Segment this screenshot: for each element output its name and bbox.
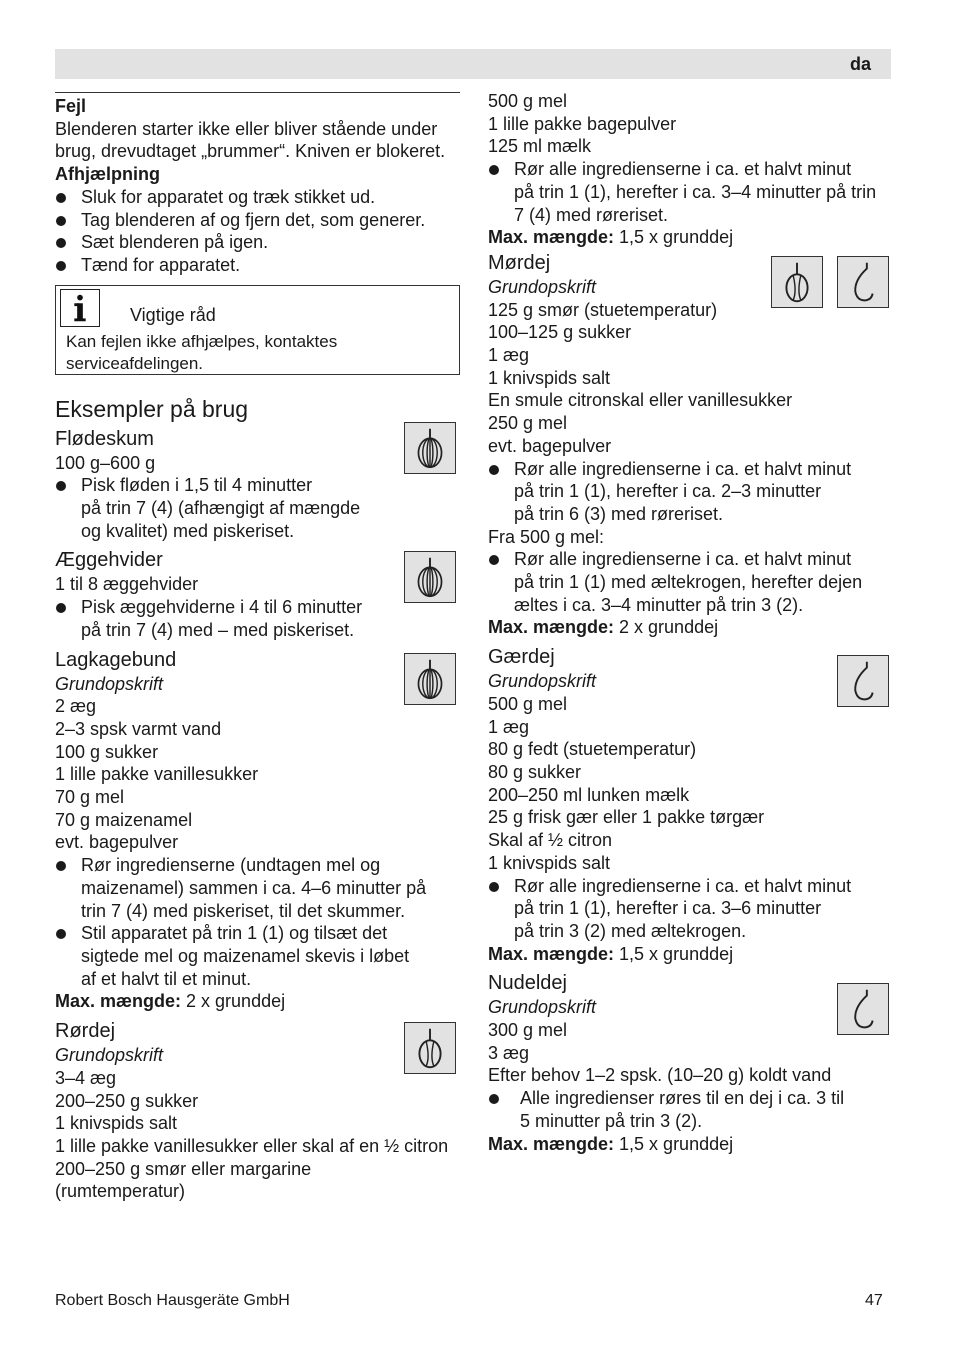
info-text-line: Kan fejlen ikke afhjælpes, kontaktes xyxy=(66,331,338,351)
recipe-nudeldej xyxy=(488,971,893,1155)
ingredient: 1 knivspids salt xyxy=(488,852,611,873)
step-line: på trin 3 (2) med æltekrogen. xyxy=(514,920,747,941)
recipe-rordej xyxy=(55,1019,460,1203)
max-label: Max. mængde: xyxy=(488,617,615,638)
step-line: Rør ingredienserne (undtagen mel og xyxy=(81,855,381,876)
footer-company: Robert Bosch Hausgeräte GmbH xyxy=(55,1292,290,1309)
step-line: Rør alle ingredienserne i ca. et halvt minut xyxy=(514,875,852,896)
header-bar xyxy=(55,49,891,79)
beater-icon xyxy=(771,256,823,308)
recipe-step xyxy=(55,596,460,641)
step-line: på trin 1 (1), herefter i ca. 2–3 minutter xyxy=(514,481,822,502)
step-line: Alle ingredienser røres til en dej i ca. 3 til xyxy=(520,1088,845,1109)
step-line: på trin 6 (3) med røreriset. xyxy=(514,503,724,524)
step-line: 7 (4) med røreriset. xyxy=(514,204,669,225)
ingredient: 3–4 æg xyxy=(55,1067,117,1088)
recipe-aeggehvider xyxy=(55,548,460,641)
ingredient: 1 lille pakke vanillesukker xyxy=(55,764,259,785)
step-line: Pisk æggehviderne i 4 til 6 minutter xyxy=(81,597,363,618)
ingredient: En smule citronskal eller vanillesukker xyxy=(488,390,793,411)
ingredient: 80 g sukker xyxy=(488,761,582,782)
dough-hook-icon xyxy=(837,983,889,1035)
ingredient: 200–250 ml lunken mælk xyxy=(488,784,690,805)
recipe-step xyxy=(55,474,460,542)
recipe-subtitle: Grundopskrift xyxy=(488,276,597,297)
recipe-title: Rørdej xyxy=(55,1020,116,1043)
ingredient: 200–250 g sukker xyxy=(55,1090,199,1111)
dough-hook-icon xyxy=(837,256,889,308)
info-text-line: serviceafdelingen. xyxy=(66,353,204,373)
recipe-title: Flødeskum xyxy=(55,427,154,450)
recipe-mordej xyxy=(488,251,893,639)
max-value: 1,5 x grunddej xyxy=(614,943,734,964)
recipe-title: Nudeldej xyxy=(488,972,567,995)
step-line: maizenamel) sammen i ca. 4–6 minutter på xyxy=(81,877,427,898)
ingredient: 70 g mel xyxy=(55,787,125,808)
recipe-step xyxy=(55,854,460,922)
ingredient: 2–3 spsk varmt vand xyxy=(55,718,222,739)
max-amount xyxy=(488,616,893,639)
ingredient: 250 g mel xyxy=(488,413,568,434)
max-amount xyxy=(488,943,893,966)
ingredient: 300 g mel xyxy=(488,1020,568,1041)
whisk-icon xyxy=(404,422,456,474)
recipe-title: Gærdej xyxy=(488,646,555,669)
left-column xyxy=(55,90,460,1203)
step-line: sigtede mel og maizenamel skevis i løbet xyxy=(81,945,410,966)
ingredient: 1 æg xyxy=(488,716,530,737)
fault-title: Fejl xyxy=(55,96,87,116)
recipe-step xyxy=(55,922,460,990)
right-column xyxy=(488,90,893,1155)
max-label: Max. mængde: xyxy=(488,943,615,964)
recipe-title: Lagkagebund xyxy=(55,648,177,671)
ingredient: (rumtemperatur) xyxy=(55,1181,186,1202)
language-code: da xyxy=(849,54,871,74)
max-amount xyxy=(488,1133,893,1156)
recipe-step xyxy=(488,458,893,526)
fault-text: brug, drevudtaget „brummer“. Kniven er blokeret. xyxy=(55,141,446,162)
max-value: 2 x grunddej xyxy=(181,991,286,1012)
step-line: Rør alle ingredienserne i ca. et halvt minut xyxy=(514,159,852,180)
step-line: på trin 7 (4) med – med piskeriset. xyxy=(81,619,355,640)
step-line: Rør alle ingredienserne i ca. et halvt minut xyxy=(514,458,852,479)
ingredient: 3 æg xyxy=(488,1042,530,1063)
ingredient: 100–125 g sukker xyxy=(488,322,632,343)
ingredient: 80 g fedt (stuetemperatur) xyxy=(488,739,697,760)
ingredient: 200–250 g smør eller margarine xyxy=(55,1158,312,1179)
recipe-amount: 1 til 8 æggehvider xyxy=(55,574,199,595)
max-label: Max. mængde: xyxy=(488,1133,615,1154)
ingredient: 1 lille pakke bagepulver xyxy=(488,113,677,134)
remedy-step: Sluk for apparatet og træk stikket ud. xyxy=(55,186,460,209)
recipe-step xyxy=(488,548,893,616)
step-line: æltes i ca. 3–4 minutter på trin 3 (2). xyxy=(514,594,804,615)
step-line: af et halvt til et minut. xyxy=(81,968,252,989)
ingredient: 500 g mel xyxy=(488,91,568,111)
max-amount xyxy=(488,226,893,249)
ingredient: 1 lille pakke vanillesukker eller skal af en ½ citron xyxy=(55,1135,449,1156)
recipe-step xyxy=(488,1087,893,1132)
remedy-step: Tag blenderen af og fjern det, som generer. xyxy=(55,209,460,232)
step-line: på trin 1 (1) med æltekrogen, herefter dejen xyxy=(514,572,863,593)
info-title: Vigtige råd xyxy=(130,304,216,325)
remedy-step: Tænd for apparatet. xyxy=(55,254,460,277)
recipe-subtitle: Grundopskrift xyxy=(55,673,164,694)
ingredient: 1 knivspids salt xyxy=(488,367,611,388)
recipe-title: Æggehvider xyxy=(55,549,163,572)
ingredient: 125 g smør (stuetemperatur) xyxy=(488,299,718,320)
ingredient: 70 g maizenamel xyxy=(55,809,193,830)
recipe-note: Fra 500 g mel: xyxy=(488,526,605,547)
max-amount xyxy=(55,990,460,1013)
ingredient: 25 g frisk gær eller 1 pakke tørgær xyxy=(488,807,765,828)
step-line: på trin 7 (4) (afhængigt af mængde xyxy=(81,498,361,519)
ingredient: Skal af ½ citron xyxy=(488,830,613,851)
step-line: 5 minutter på trin 3 (2). xyxy=(520,1110,703,1131)
recipe-gaerdej xyxy=(488,645,893,965)
divider xyxy=(55,92,460,93)
recipe-step xyxy=(488,158,893,226)
info-box xyxy=(55,285,460,375)
fault-text: Blenderen starter ikke eller bliver stående under xyxy=(55,118,438,139)
recipe-step xyxy=(488,875,893,943)
ingredient: 125 ml mælk xyxy=(488,136,592,157)
recipe-lagkagebund xyxy=(55,648,460,1014)
step-line: på trin 1 (1), herefter i ca. 3–4 minutter på trin xyxy=(514,181,877,202)
section-title: Eksempler på brug xyxy=(55,395,249,422)
recipe-title: Mørdej xyxy=(488,251,551,274)
beater-icon xyxy=(404,1022,456,1074)
remedy-step: Sæt blenderen på igen. xyxy=(55,231,460,254)
step-line: Stil apparatet på trin 1 (1) og tilsæt det xyxy=(81,923,388,944)
recipe-subtitle: Grundopskrift xyxy=(55,1045,164,1066)
ingredient: 100 g sukker xyxy=(55,741,159,762)
info-icon xyxy=(60,289,100,327)
ingredient: 1 knivspids salt xyxy=(55,1113,178,1134)
dough-hook-icon xyxy=(837,655,889,707)
step-line: på trin 1 (1), herefter i ca. 3–6 minutter xyxy=(514,898,822,919)
recipe-amount: 100 g–600 g xyxy=(55,452,156,473)
page-number: 47 xyxy=(865,1292,883,1309)
max-value: 1,5 x grunddej xyxy=(614,227,734,248)
max-label: Max. mængde: xyxy=(488,227,615,248)
recipe-flodeskum xyxy=(55,427,460,543)
ingredient: 1 æg xyxy=(488,345,530,366)
ingredient: 2 æg xyxy=(55,696,97,717)
ingredient: evt. bagepulver xyxy=(488,435,612,456)
recipe-subtitle: Grundopskrift xyxy=(488,671,597,692)
whisk-icon xyxy=(404,653,456,705)
step-line: Pisk fløden i 1,5 til 4 minutter xyxy=(81,475,313,496)
max-value: 2 x grunddej xyxy=(614,617,719,638)
remedy-title: Afhjælpning xyxy=(55,164,160,185)
step-line: og kvalitet) med piskeriset. xyxy=(81,520,295,541)
ingredient: 500 g mel xyxy=(488,693,568,714)
max-value: 1,5 x grunddej xyxy=(614,1133,734,1154)
ingredient: Efter behov 1–2 spsk. (10–20 g) koldt vand xyxy=(488,1065,832,1086)
step-line: Rør alle ingredienserne i ca. et halvt minut xyxy=(514,549,852,570)
recipe-subtitle: Grundopskrift xyxy=(488,997,597,1018)
ingredient: evt. bagepulver xyxy=(55,832,179,853)
step-line: trin 7 (4) med piskeriset, til det skummer. xyxy=(81,900,406,921)
recipe-rordej-continued xyxy=(488,90,893,249)
info-text xyxy=(66,331,337,375)
max-label: Max. mængde: xyxy=(55,991,182,1012)
